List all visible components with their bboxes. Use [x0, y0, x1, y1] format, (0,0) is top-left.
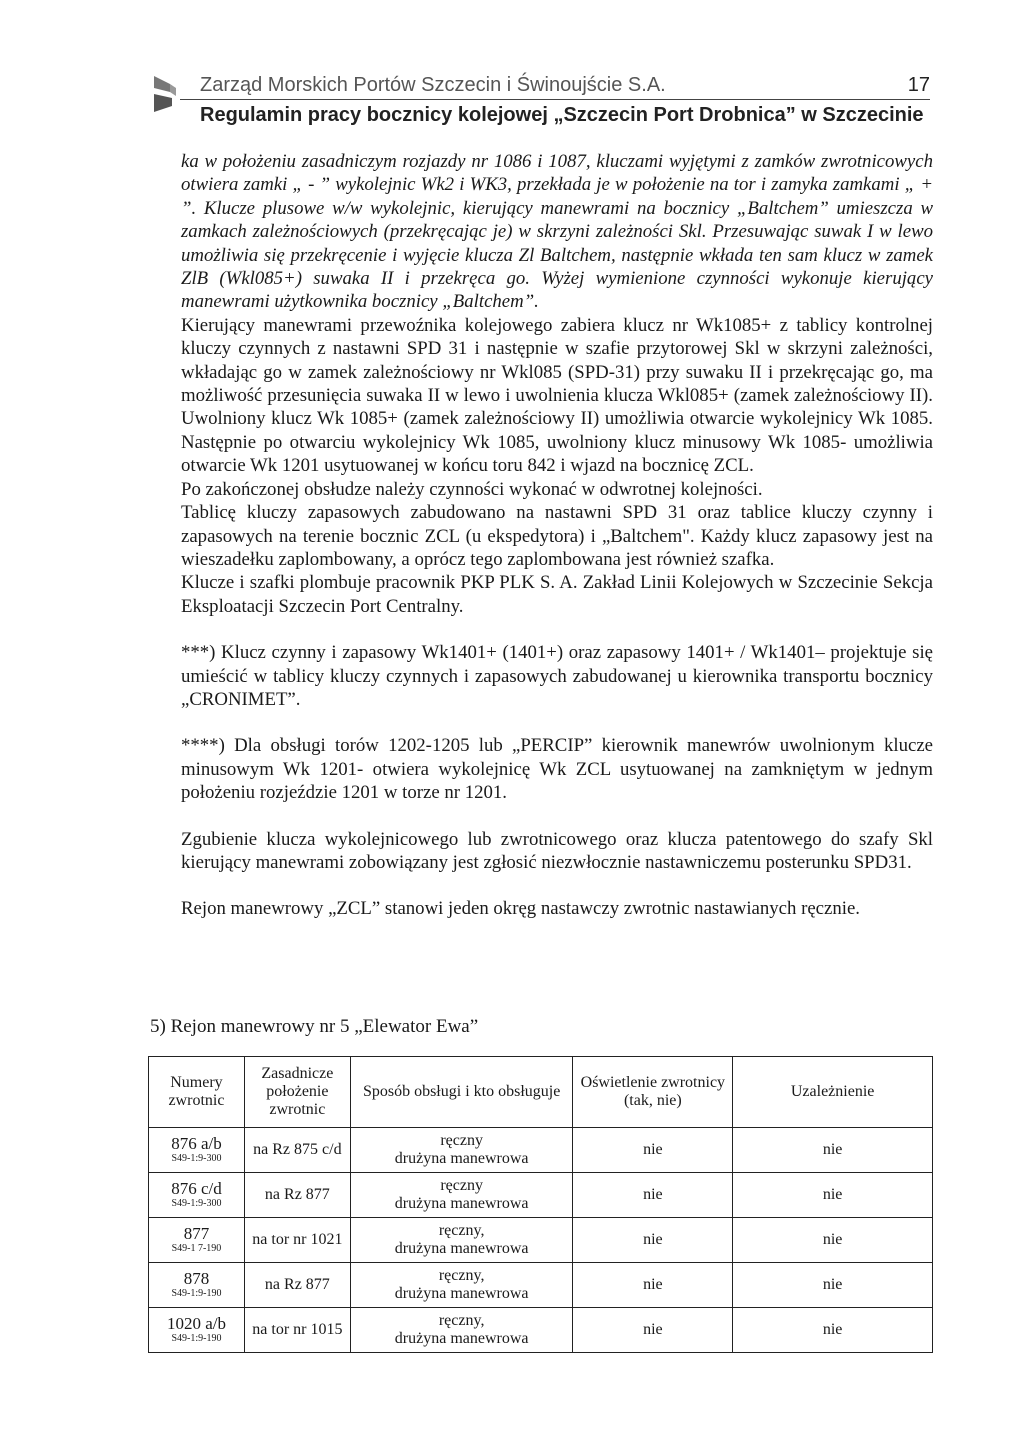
organization-name: Zarząd Morskich Portów Szczecin i Świnoujście S.A.: [200, 74, 666, 96]
section-heading: 5) Rejon manewrowy nr 5 „Elewator Ewa”: [150, 1016, 479, 1037]
lighting-value: nie: [573, 1263, 733, 1308]
base-position: na tor nr 1021: [244, 1218, 350, 1263]
switches-table: [148, 1056, 933, 1353]
body-text: [181, 150, 933, 921]
footnote-3: ***) Klucz czynny i zapasowy Wk1401+ (1401+) oraz zapasowy 1401+ / Wk1401– projektuje się umieścić w tablicy kluczy czynnych i zapasowych zabudowanej u kierownika transportu bocznicy „CRONIMET”.: [181, 642, 933, 710]
switch-number: 1020 a/b: [166, 1314, 226, 1333]
document-title: Regulamin pracy bocznicy kolejowej „Szczecin Port Drobnica” w Szczecinie: [200, 104, 924, 126]
column-header: Oświetlenie zwrotnicy (tak, nie): [573, 1057, 733, 1128]
paragraph: Rejon manewrowy „ZCL” stanowi jeden okręg nastawczy zwrotnic nastawianych ręcznie.: [181, 898, 860, 920]
base-position: na tor nr 1015: [244, 1308, 350, 1353]
switch-number: 878: [183, 1269, 210, 1288]
operation-mode: ręczny: [440, 1177, 483, 1194]
operation-cell: [350, 1173, 573, 1218]
switch-number-cell: [149, 1308, 245, 1353]
dependency-value: nie: [733, 1263, 933, 1308]
operation-cell: [350, 1128, 573, 1173]
operation-mode: ręczny,: [438, 1267, 485, 1284]
switch-type: S49-1:9-190: [171, 1333, 222, 1344]
page-number: 17: [907, 74, 930, 96]
lighting-value: nie: [573, 1308, 733, 1353]
switch-number-cell: [149, 1128, 245, 1173]
switch-type: S49-1 7-190: [171, 1243, 222, 1254]
paragraph: Po zakończonej obsłudze należy czynności wykonać w odwrotnej kolejności.: [181, 478, 763, 500]
table-row: [149, 1128, 933, 1173]
base-position: na Rz 877: [244, 1263, 350, 1308]
column-header: Zasadnicze położenie zwrotnic: [244, 1057, 350, 1128]
operation-mode: ręczny,: [438, 1312, 485, 1329]
paragraph: Tablicę kluczy zapasowych zabudowano na nastawni SPD 31 oraz tablice kluczy czynny i zapasowych na terenie bocznic ZCL (u ekspedytora) i „Baltchem". Każdy klucz zapasowy jest na wieszadełku zaplombowany, a oprócz tego zaplombowana jest również szafka.: [181, 502, 933, 570]
table-row: [149, 1263, 933, 1308]
dependency-value: nie: [733, 1128, 933, 1173]
switch-type: S49-1:9-190: [171, 1288, 222, 1299]
switch-number-cell: [149, 1173, 245, 1218]
operation-mode: ręczny,: [438, 1222, 485, 1239]
header-rule: [180, 99, 930, 100]
paragraph: Klucze i szafki plombuje pracownik PKP PLK S. A. Zakład Linii Kolejowych w Szczecinie Sekcja Eksploatacji Szczecin Port Centralny.: [181, 572, 933, 617]
footnote-4: ****) Dla obsługi torów 1202-1205 lub „PERCIP” kierownik manewrów uwolnionym klucze minusowym Wk 1201- otwiera wykolejnicę Wk ZCL usytuowanej na zamkniętym w jednym położeniu rozjeździe 1201 w torze nr 1201.: [181, 735, 933, 804]
lighting-value: nie: [573, 1128, 733, 1173]
operator: drużyna manewrowa: [394, 1150, 529, 1167]
table-header-row: [149, 1057, 933, 1128]
operator: drużyna manewrowa: [394, 1285, 529, 1302]
column-header: Sposób obsługi i kto obsługuje: [350, 1057, 573, 1128]
table-row: [149, 1218, 933, 1263]
operation-mode: ręczny: [440, 1132, 483, 1149]
column-header: Uzależnienie: [733, 1057, 933, 1128]
operation-cell: [350, 1263, 573, 1308]
operator: drużyna manewrowa: [394, 1330, 529, 1347]
switch-number-cell: [149, 1218, 245, 1263]
dependency-value: nie: [733, 1173, 933, 1218]
switch-type: S49-1:9-300: [171, 1198, 222, 1209]
operator: drużyna manewrowa: [394, 1240, 529, 1257]
switch-number: 876 a/b: [171, 1134, 222, 1153]
operator: drużyna manewrowa: [394, 1195, 529, 1212]
dependency-value: nie: [733, 1218, 933, 1263]
switch-type: S49-1:9-300: [171, 1153, 222, 1164]
port-logo-icon: [150, 72, 178, 116]
table-row: [149, 1173, 933, 1218]
operation-cell: [350, 1218, 573, 1263]
base-position: na Rz 877: [244, 1173, 350, 1218]
switch-number: 877: [183, 1224, 210, 1243]
paragraph: Zgubienie klucza wykolejnicowego lub zwrotnicowego oraz klucza patentowego do szafy Skl kierujący manewrami zobowiązany jest zgłosić niezwłocznie nastawniczemu posterunku SPD31.: [181, 828, 933, 873]
switch-number: 876 c/d: [171, 1179, 222, 1198]
table-row: [149, 1308, 933, 1353]
paragraph: Kierujący manewrami przewoźnika kolejowego zabiera klucz nr Wk1085+ z tablicy kontrolnej kluczy czynnych z nastawni SPD 31 i następnie w szafie przytorowej Skl w skrzyni zależności, wkładając go w zamek zależnościowy nr Wkl085 (SPD-31) przy suwaku II i przekręcając go, ma możliwość przesunięcia suwaka II w lewo i uwolnienia klucza Wkl085+ (zamek zależnościowy II). Uwolniony klucz Wk 1085+ (zamek zależnościowy II) umożliwia otwarcie wykolejnicy Wk 1085. Następnie po otwarciu wykolejnicy Wk 1085, uwolniony klucz minusowy Wk 1085- umożliwia otwarcie Wk 1201 usytuowanej w końcu toru 842 i wjazd na bocznicę ZCL.: [181, 314, 933, 477]
dependency-value: nie: [733, 1308, 933, 1353]
lighting-value: nie: [573, 1218, 733, 1263]
operation-cell: [350, 1308, 573, 1353]
switch-number-cell: [149, 1263, 245, 1308]
lighting-value: nie: [573, 1173, 733, 1218]
column-header: Numery zwrotnic: [149, 1057, 245, 1128]
base-position: na Rz 875 c/d: [244, 1128, 350, 1173]
italic-paragraph: ka w położeniu zasadniczym rozjazdy nr 1086 i 1087, kluczami wyjętymi z zamków zwrotnicowych otwiera zamki „ - ” wykolejnic Wk2 i WK3, przekłada je w położenie na tor i zamyka zamkami „ + ”. Klucze plusowe w/w wykolejnic, kierujący manewrami na bocznicy „Baltchem” umieszcza w zamkach zależnościowych (przekręcając je) w skrzyni zależności Skl. Przesuwając suwak I w lewo umożliwia się przekręcenie i wyjęcie klucza Zl Baltchem, następnie wkłada ten sam klucz w zamek ZlB (Wkl085+) suwaka II i przekręca go. Wyżej wymienione czynności wykonuje kierujący manewrami użytkownika bocznicy „Baltchem”.: [181, 151, 933, 313]
